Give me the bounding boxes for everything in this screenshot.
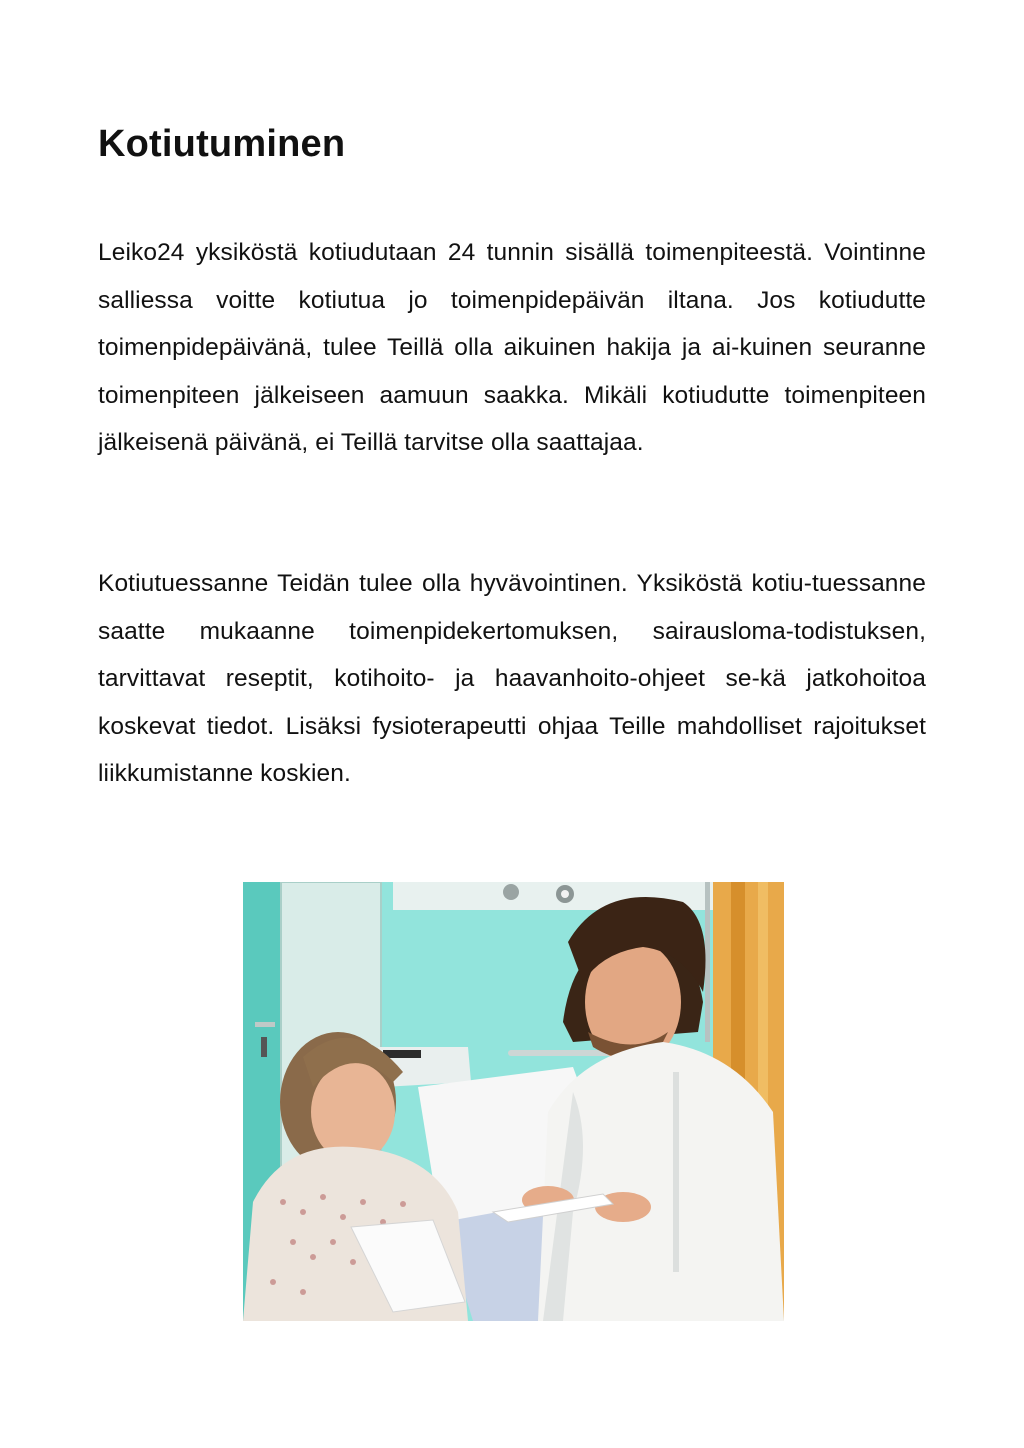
page-title: Kotiutuminen: [98, 123, 346, 165]
discharge-paragraph-1: Leiko24 yksiköstä kotiudutaan 24 tunnin sisällä toimenpiteestä. Vointinne salliessa voitte kotiutua jo toimenpidepäivän iltana. Jos kotiudutte toimenpidepäivänä, tulee Teillä olla aikuinen hakija ja ai-kuinen seuranne toimenpiteen jälkeiseen aamuun saakka. Mikäli kotiudutte toimenpiteen jälkeisenä päivänä, ei Teillä tarvitse olla saattajaa.: [98, 239, 926, 456]
discharge-paragraph-2: Kotiutuessanne Teidän tulee olla hyvävointinen. Yksiköstä kotiu-tuessanne saatte mukaanne toimenpidekertomuksen, sairausloma-todistuksen, tarvittavat reseptit, kotihoito- ja haavanhoito-ohjeet se-kä jatkohoitoa koskevat tiedot. Lisäksi fysioterapeutti ohjaa Teille mahdolliset rajoitukset liikkumistanne koskien.: [98, 570, 926, 787]
hospital-discharge-photo: [243, 882, 784, 1321]
